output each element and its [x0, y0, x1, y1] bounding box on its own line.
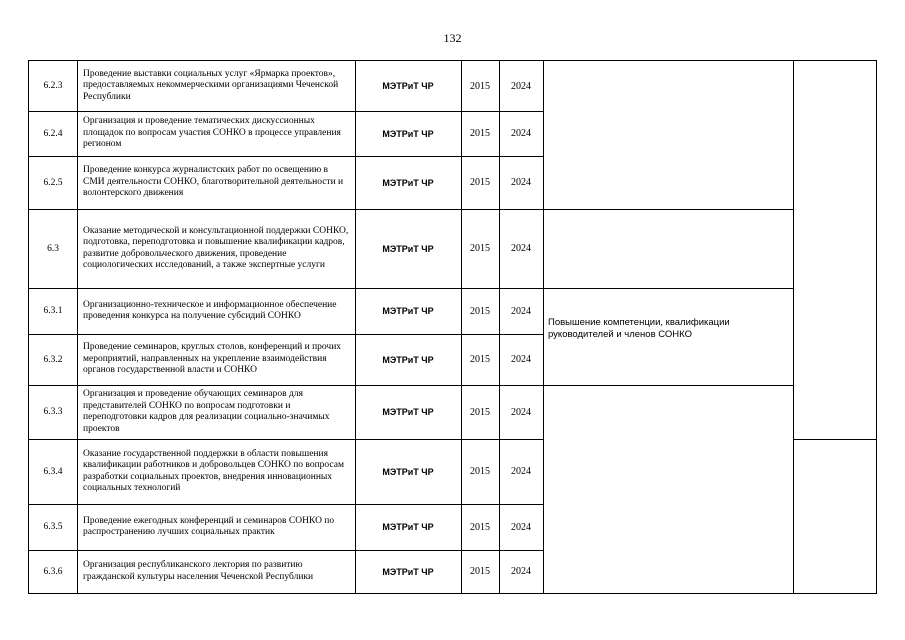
- row-divider: [543, 385, 793, 386]
- executor: МЭТРиТ ЧР: [382, 128, 434, 139]
- start-year: 2015: [470, 466, 490, 477]
- end-year: 2024: [511, 354, 531, 365]
- executor: МЭТРиТ ЧР: [382, 466, 434, 477]
- executor: МЭТРиТ ЧР: [382, 306, 434, 316]
- row-divider: [793, 439, 876, 440]
- executor: МЭТРиТ ЧР: [382, 243, 434, 254]
- start-year: 2015: [470, 521, 490, 533]
- end-year: 2024: [511, 243, 531, 254]
- row-number: 6.2.5: [43, 177, 63, 188]
- row-number: 6.3.1: [43, 306, 63, 316]
- end-year: 2024: [511, 566, 531, 577]
- measure-text: Оказание государственной поддержки в области повышения квалификации работников и добровольцев СОНКО по вопросам разработки социальных проектов, внедрения инновационных социальных технологий: [83, 448, 344, 493]
- measure-text: Проведение семинаров, круглых столов, конференций и прочих мероприятий, направленных на укрепление взаимодействия органов государственной власти и СОНКО: [83, 342, 342, 376]
- start-year: 2015: [470, 128, 490, 139]
- row-number: 6.2.4: [43, 128, 63, 139]
- row-divider: [543, 209, 793, 210]
- start-year: 2015: [470, 566, 490, 577]
- executor: МЭТРиТ ЧР: [382, 81, 434, 91]
- end-year: 2024: [511, 305, 531, 317]
- column-divider: [543, 61, 544, 593]
- page-number: 132: [443, 31, 462, 45]
- measure-text: Организация и проведение тематических дискуссионных площадок по вопросам участия СОНКО в процессе управления регионом: [83, 116, 341, 150]
- end-year: 2024: [511, 406, 531, 418]
- row-number: 6.3.5: [43, 522, 63, 532]
- end-year: 2024: [511, 128, 531, 139]
- measure-text: Проведение ежегодных конференций и семинаров СОНКО по распространению лучших социальных практик: [83, 515, 335, 537]
- start-year: 2015: [470, 305, 490, 317]
- measure-text: Организация республиканского лектория по развитию гражданской культуры населения Чеченской Республики: [83, 560, 314, 582]
- row-number: 6.3: [47, 243, 59, 254]
- column-divider: [793, 61, 794, 593]
- measure-text: Организация и проведение обучающих семинаров для представителей СОНКО по вопросам подготовки и переподготовки кадров для реализации социально-значимых проектов: [83, 389, 330, 434]
- start-year: 2015: [470, 354, 490, 365]
- row-number: 6.3.3: [43, 407, 63, 417]
- row-number: 6.3.2: [43, 354, 63, 365]
- measure-text: Организационно-техническое и информационное обеспечение проведения конкурса на получение субсидий СОНКО: [83, 299, 337, 321]
- start-year: 2015: [470, 177, 490, 188]
- measures-table: [28, 60, 877, 594]
- measure-text: Проведение конкурса журналистских работ по освещению в СМИ деятельности СОНКО, благотворительной деятельности и волонтерского движения: [83, 165, 344, 199]
- executor: МЭТРиТ ЧР: [382, 354, 434, 365]
- executor: МЭТРиТ ЧР: [382, 566, 434, 577]
- row-divider: [543, 288, 793, 289]
- start-year: 2015: [470, 406, 490, 418]
- end-year: 2024: [511, 466, 531, 477]
- measure-text: Оказание методической и консультационной поддержки СОНКО, подготовка, переподготовка и повышение квалификации кадров, развитие добровольческого движения, проведение социологических исследований, а также экспертные услуги: [83, 225, 349, 270]
- end-year: 2024: [511, 521, 531, 533]
- start-year: 2015: [470, 243, 490, 254]
- start-year: 2015: [470, 80, 490, 92]
- end-year: 2024: [511, 80, 531, 92]
- measure-text: Проведение выставки социальных услуг «Ярмарка проектов», предоставляемых некоммерческими организациями Чеченской Республики: [83, 68, 339, 102]
- executor: МЭТРиТ ЧР: [382, 177, 434, 188]
- executor: МЭТРиТ ЧР: [382, 522, 434, 532]
- row-number: 6.3.4: [43, 466, 63, 477]
- row-number: 6.3.6: [43, 566, 63, 577]
- row-number: 6.2.3: [43, 81, 63, 91]
- executor: МЭТРиТ ЧР: [382, 407, 434, 417]
- expected-result-text: Повышение компетенции, квалификации руководителей и членов СОНКО: [548, 317, 730, 340]
- end-year: 2024: [511, 177, 531, 188]
